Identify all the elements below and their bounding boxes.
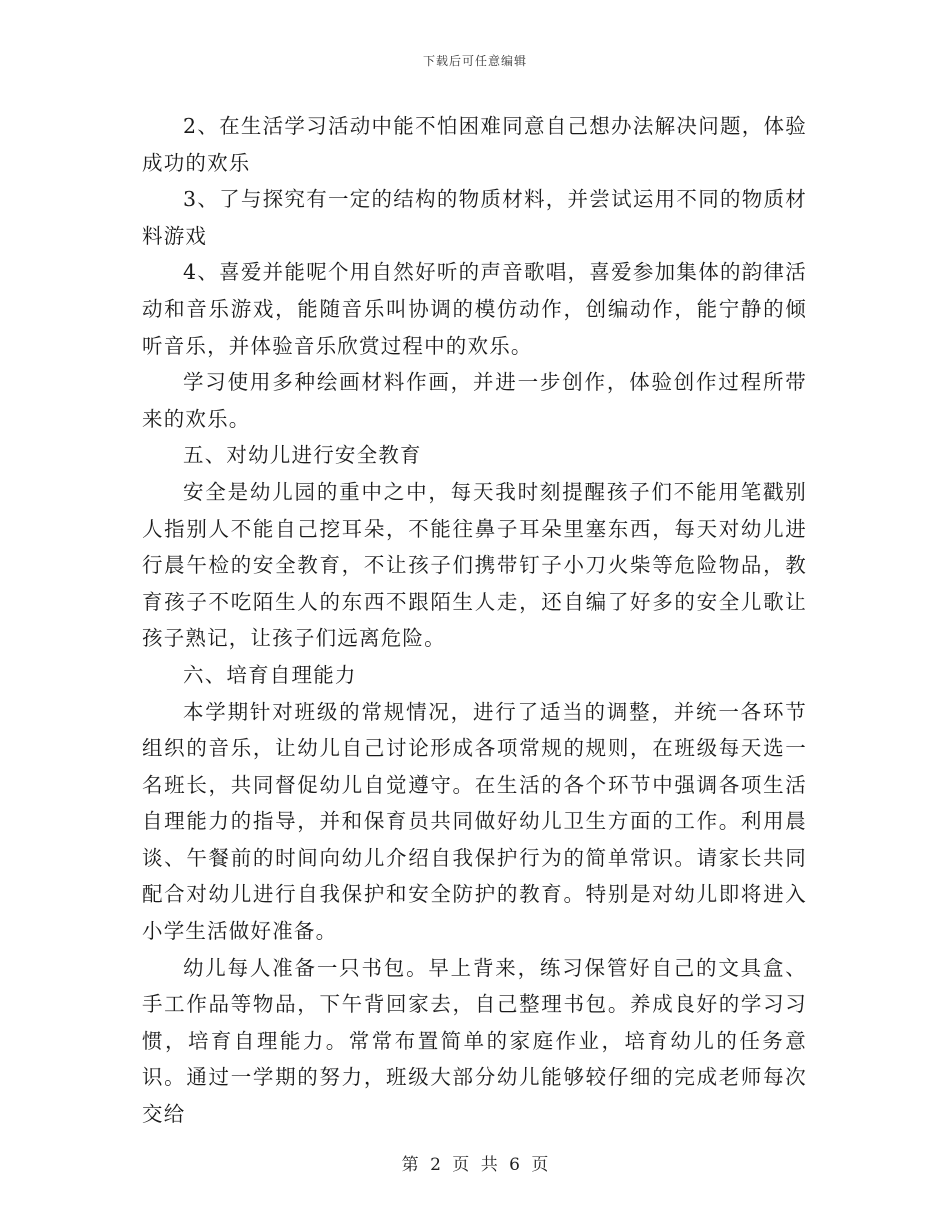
section-heading-self-care: 六、培育自理能力 — [183, 662, 357, 687]
paragraph-goal-2: 2、在生活学习活动中能不怕困难同意自己想办法解决问题，体验成功的欢乐 — [142, 114, 807, 175]
paragraph-painting: 学习使用多种绘画材料作画，并进一步创作，体验创作过程所带来的欢乐。 — [142, 370, 807, 431]
page-number: 第 2 页 共 6 页 — [401, 1155, 549, 1175]
paragraph-schoolbag: 幼儿每人准备一只书包。早上背来，练习保管好自己的文具盒、手工作品等物品，下午背回家去，自己整理书包。养成良好的学习习惯，培育自理能力。常常布置简单的家庭作业，培育幼儿的任务意识。通过一学期的努力，班级大部分幼儿能够较仔细的完成老师每次交给 — [142, 955, 807, 1127]
paragraph-routine: 本学期针对班级的常规情况，进行了适当的调整，并统一各环节组织的音乐，让幼儿自己讨论形成各项常规的规则，在班级每天选一名班长，共同督促幼儿自觉遵守。在生活的各个环节中强调各项生活自理能力的指导，并和保育员共同做好幼儿卫生方面的工作。利用晨谈、午餐前的时间向幼儿介绍自我保护行为的简单常识。请家长共同配合对幼儿进行自我保护和安全防护的教育。特别是对幼儿即将进入小学生活做好准备。 — [142, 699, 807, 944]
paragraph-safety: 安全是幼儿园的重中之中，每天我时刻提醒孩子们不能用笔戳别人指别人不能自己挖耳朵，不能往鼻子耳朵里塞东西，每天对幼儿进行晨午检的安全教育，不让孩子们携带钉子小刀火柴等危险物品，教育孩子不吃陌生人的东西不跟陌生人走，还自编了好多的安全儿歌让孩子熟记，让孩子们远离危险。 — [142, 479, 807, 651]
paragraph-goal-3: 3、了与探究有一定的结构的物质材料，并尝试运用不同的物质材料游戏 — [142, 187, 807, 248]
page-header: 下载后可任意编辑 — [422, 54, 527, 68]
document-body — [142, 108, 807, 1133]
paragraph-goal-4: 4、喜爱并能呢个用自然好听的声音歌唱，喜爱参加集体的韵律活动和音乐游戏，能随音乐叫协调的模仿动作，创编动作，能宁静的倾听音乐，并体验音乐欣赏过程中的欢乐。 — [142, 260, 807, 358]
section-heading-safety: 五、对幼儿进行安全教育 — [183, 443, 422, 468]
